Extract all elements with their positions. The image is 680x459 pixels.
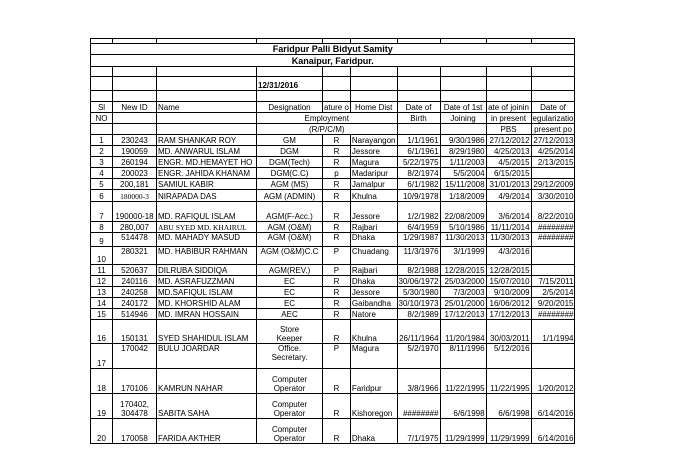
cell-id: 230243: [113, 135, 157, 146]
table-row: [91, 247, 575, 265]
cell-present: 11/29/1999: [486, 419, 531, 444]
cell-designation: AGM (MS): [257, 179, 323, 190]
cell-joining: 5/10/1986: [440, 222, 486, 233]
cell-home-dist: Jamalpur: [350, 179, 397, 190]
cell-regularization: 4/25/2014: [531, 146, 575, 157]
cell-name: SAMIUL KABIR: [157, 179, 257, 190]
cell-sl: 7: [91, 202, 113, 222]
cell-dob: 8/2/1974: [397, 168, 440, 179]
cell-designation: [257, 394, 323, 419]
table-row: [91, 190, 575, 202]
blank-row: [91, 67, 575, 77]
header-row-3: [91, 124, 575, 135]
cell-id: 200,181: [113, 179, 157, 190]
cell-nature: R: [323, 320, 351, 344]
cell-present: 12/28/2015: [486, 265, 531, 276]
cell-nature: p: [323, 168, 351, 179]
cell-joining: 8/29/1980: [440, 146, 486, 157]
cell-regularization: 9/20/2015: [531, 298, 575, 309]
cell-id: 170106: [113, 369, 157, 394]
cell-sl: 2: [91, 146, 113, 157]
cell-designation: AGM (O&M)C.C: [257, 247, 323, 265]
cell-sl: 19: [91, 394, 113, 419]
org-name: Faridpur Palli Bidyut Samity: [91, 44, 575, 55]
report-date: 12/31/2016: [257, 77, 323, 91]
cell-dob: 5/2/1970: [397, 344, 440, 369]
cell-id: 190059: [113, 146, 157, 157]
cell-designation: EC: [257, 287, 323, 298]
cell-joining: 1/18/2009: [440, 190, 486, 202]
cell-designation: AGM (ADMIN): [257, 190, 323, 202]
id-line-2: 304478: [121, 409, 148, 418]
cell-present: 27/12/2012: [486, 135, 531, 146]
cell-name: MD.SAFIQUL ISLAM: [157, 287, 257, 298]
cell-designation: [257, 320, 323, 344]
cell-joining: 5/5/2004: [440, 168, 486, 179]
designation-line-1: Computer: [271, 375, 308, 384]
header-present-pbs: ate of joinin: [486, 102, 531, 113]
cell-dob: 6/4/1959: [397, 222, 440, 233]
designation-line-2: Secretary.: [271, 353, 308, 362]
cell-home-dist: Madaripur: [350, 168, 397, 179]
cell-regularization: 6/14/2016: [531, 394, 575, 419]
cell-designation: DGM: [257, 146, 323, 157]
table-row: [91, 202, 575, 222]
header-row-1: [91, 102, 575, 113]
cell-nature: P: [323, 265, 351, 276]
date-row: [91, 77, 575, 91]
cell-designation: AGM (O&M): [257, 222, 323, 233]
cell-id: 170042: [113, 344, 157, 369]
header-present-post: present po: [531, 124, 575, 135]
cell-home-dist: Faridpur: [350, 369, 397, 394]
cell-name: MD. ANWARUL ISLAM: [157, 146, 257, 157]
cell-present: 5/12/2016: [486, 344, 531, 369]
cell-designation: AGM (O&M): [257, 233, 323, 247]
cell-present: 9/10/2009: [486, 287, 531, 298]
cell-home-dist: Narayangon: [351, 136, 396, 145]
cell-nature: R: [323, 369, 351, 394]
table-row: [91, 146, 575, 157]
cell-home-dist: Rajbari: [350, 265, 397, 276]
cell-regularization: ########: [531, 222, 575, 233]
cell-sl: 14: [91, 298, 113, 309]
cell-joining: 11/30/2013: [440, 233, 486, 247]
cell-dob: 1/29/1987: [397, 233, 440, 247]
cell-home-dist: Dhaka: [350, 276, 397, 287]
cell-sl: 5: [91, 179, 113, 190]
cell-joining: 6/6/1998: [440, 394, 486, 419]
table-row: [91, 157, 575, 168]
cell-name: ENGR. MD.HEMAYET HO: [157, 157, 257, 168]
designation-line-1: Office.: [278, 344, 301, 353]
cell-home-dist: Gaibandha: [350, 298, 397, 309]
cell-home-dist: Magura: [350, 344, 397, 369]
designation-line-1: Computer: [271, 425, 308, 434]
cell-sl: 4: [91, 168, 113, 179]
cell-sl: 13: [91, 287, 113, 298]
cell-sl: 15: [91, 309, 113, 320]
header-pbs: PBS: [486, 124, 531, 135]
header-first-joining: Date of 1st: [440, 102, 486, 113]
table-row: [91, 298, 575, 309]
cell-sl: 10: [91, 247, 113, 265]
cell-nature: R: [323, 135, 351, 146]
table-row: [91, 394, 575, 419]
cell-regularization: [531, 344, 575, 369]
cell-present: 31/01/2013: [486, 179, 531, 190]
cell-present: 11/30/2013: [486, 233, 531, 247]
cell-regularization: 29/12/2009: [531, 179, 575, 190]
cell-id: 180000-3: [113, 190, 157, 202]
id-line-1: 170402,: [120, 400, 149, 409]
cell-regularization: 1/20/2012: [531, 369, 575, 394]
cell-nature: R: [323, 298, 351, 309]
header-new-id: New ID: [113, 102, 157, 113]
cell-name: MD. HABIBUR RAHMAN: [157, 247, 257, 265]
cell-sl: 9: [91, 233, 113, 247]
cell-home-dist: Dhaka: [350, 233, 397, 247]
cell-designation: GM: [257, 135, 323, 146]
cell-nature: R: [323, 190, 351, 202]
cell-id: 240258: [113, 287, 157, 298]
cell-nature: R: [323, 157, 351, 168]
cell-dob: 26/11/1964: [397, 320, 440, 344]
cell-name: NIRAPADA DAS: [157, 190, 257, 202]
cell-regularization: 3/30/2010: [531, 190, 575, 202]
cell-name: MD. ASRAFUZZMAN: [157, 276, 257, 287]
cell-designation: AGM(F-Acc.): [257, 202, 323, 222]
cell-nature: R: [323, 202, 351, 222]
cell-dob: 3/8/1966: [397, 369, 440, 394]
cell-id: 190000-18: [113, 202, 157, 222]
cell-designation: EC: [257, 276, 323, 287]
designation-line-2: Keeper: [276, 334, 303, 343]
cell-dob: 1/2/1982: [397, 202, 440, 222]
header-in-present: in present: [486, 113, 531, 124]
cell-home-dist: Kishoregon: [350, 394, 397, 419]
cell-nature: R: [323, 179, 351, 190]
cell-regularization: ########: [531, 233, 575, 247]
cell-name: DILRUBA SIDDIQA: [157, 265, 257, 276]
cell-dob: 6/1/1961: [397, 146, 440, 157]
cell-present: 16/06/2012: [486, 298, 531, 309]
designation-line-2: Operator: [273, 409, 306, 418]
cell-id: 280321: [113, 247, 157, 265]
cell-home-dist: Magura: [350, 157, 397, 168]
table-row: [91, 320, 575, 344]
cell-home-dist: Rajbari: [350, 222, 397, 233]
cell-dob: 5/30/1980: [397, 287, 440, 298]
cell-nature: P: [323, 344, 351, 369]
cell-present: 4/5/2015: [486, 157, 531, 168]
cell-joining: 9/30/1986: [440, 135, 486, 146]
cell-id: 260194: [113, 157, 157, 168]
cell-nature: R: [323, 309, 351, 320]
table-row: [91, 309, 575, 320]
cell-regularization: [531, 168, 575, 179]
cell-id: 514478: [113, 233, 157, 247]
cell-nature: R: [323, 233, 351, 247]
cell-joining: 25/03/2000: [440, 276, 486, 287]
cell-dob: 30/10/1973: [398, 299, 439, 308]
cell-regularization: 2/13/2015: [531, 157, 575, 168]
cell-sl: 16: [91, 320, 113, 344]
cell-regularization: [531, 247, 575, 265]
org-name-row: [91, 44, 575, 55]
table-row: [91, 168, 575, 179]
cell-home-dist: Natore: [350, 309, 397, 320]
cell-designation: [257, 419, 323, 444]
cell-present: 4/3/2016: [486, 247, 531, 265]
cell-home-dist: Khulna: [350, 190, 397, 202]
cell-joining: 11/22/1995: [440, 369, 486, 394]
cell-regularization: 1/1/1994: [531, 320, 575, 344]
cell-name: FARIDA AKTHER: [157, 419, 257, 444]
cell-designation: [257, 369, 323, 394]
table-row: [91, 222, 575, 233]
cell-nature: R: [323, 222, 351, 233]
employee-table: [90, 38, 575, 444]
cell-designation: DGM(C.C): [257, 168, 323, 179]
table-row: [91, 287, 575, 298]
cell-present: 30/03/2011: [486, 320, 531, 344]
table-row: [91, 276, 575, 287]
cell-present: 6/6/1998: [486, 394, 531, 419]
spreadsheet: [90, 38, 575, 444]
cell-joining: 11/20/1984: [440, 320, 486, 344]
cell-dob: 11/3/1976: [397, 247, 440, 265]
org-address: Kanaipur, Faridpur.: [91, 55, 575, 67]
cell-name: MD. RAFIQUL ISLAM: [157, 202, 257, 222]
cell-joining: 15/11/2008: [440, 179, 486, 190]
cell-nature: R: [323, 394, 351, 419]
cell-name: BULU JOARDAR: [157, 344, 257, 369]
cell-home-dist: Dhaka: [350, 419, 397, 444]
header-home-dist: Home Dist: [350, 102, 397, 113]
header-sl: Sl: [91, 102, 113, 113]
cell-regularization: ########: [531, 309, 575, 320]
header-regularization-2: egularizatio: [532, 114, 574, 123]
cell-joining: 12/28/2015: [440, 265, 486, 276]
cell-dob: 30/06/1972: [398, 277, 439, 286]
cell-sl: 8: [91, 222, 113, 233]
cell-regularization: 27/12/2013: [531, 135, 575, 146]
cell-id: 200023: [113, 168, 157, 179]
cell-dob: 8/2/1988: [397, 265, 440, 276]
cell-name: SYED SHAHIDUL ISLAM: [157, 320, 257, 344]
cell-joining: 17/12/2013: [440, 309, 486, 320]
cell-sl: 20: [91, 419, 113, 444]
cell-id: 240116: [113, 276, 157, 287]
cell-name: MD. MAHADY MASUD: [157, 233, 257, 247]
cell-joining: 11/29/1999: [440, 419, 486, 444]
table-row: [91, 265, 575, 276]
cell-present: 4/25/2013: [486, 146, 531, 157]
cell-sl: 1: [91, 135, 113, 146]
cell-name: MD. KHORSHID ALAM: [157, 298, 257, 309]
cell-dob: 10/9/1978: [397, 190, 440, 202]
cell-joining: 8/11/1996: [440, 344, 486, 369]
designation-line-2: Operator: [273, 384, 306, 393]
cell-dob: 6/1/1982: [397, 179, 440, 190]
cell-sl: 12: [91, 276, 113, 287]
cell-name: MD. IMRAN HOSSAIN: [157, 309, 257, 320]
header-regularization: Date of: [531, 102, 575, 113]
cell-joining: 3/1/1999: [440, 247, 486, 265]
cell-id: 514946: [113, 309, 157, 320]
cell-dob: 8/2/1989: [397, 309, 440, 320]
table-row: [91, 233, 575, 247]
cell-sl: 6: [91, 190, 113, 202]
table-row: [91, 179, 575, 190]
cell-present: 11/22/1995: [486, 369, 531, 394]
cell-home-dist: Khulna: [350, 320, 397, 344]
address-row: [91, 55, 575, 67]
header-dob: Date of: [397, 102, 440, 113]
cell-regularization: [531, 265, 575, 276]
cell-nature: R: [323, 146, 351, 157]
table-row: [91, 135, 575, 146]
cell-id: 280,007: [113, 222, 157, 233]
designation-line-1: Computer: [271, 400, 308, 409]
cell-present: 11/11/2014: [486, 222, 531, 233]
table-row: [91, 369, 575, 394]
cell-designation: AGM(REV.): [257, 265, 323, 276]
cell-home-dist: Jessore: [350, 146, 397, 157]
cell-present: 6/15/2015: [486, 168, 531, 179]
cell-home-dist: Jessore: [350, 202, 397, 222]
cell-regularization: 7/15/2011: [531, 276, 575, 287]
header-rpcm: (R/P/C/M): [257, 124, 398, 135]
table-row: [91, 419, 575, 444]
cell-designation: AEC: [257, 309, 323, 320]
designation-line-1: Store: [279, 325, 300, 334]
cell-present: 15/07/2010: [486, 276, 531, 287]
cell-joining: 7/3/2003: [440, 287, 486, 298]
cell-dob: 7/1/1975: [397, 419, 440, 444]
header-designation: Designation: [257, 102, 323, 113]
cell-nature: R: [323, 287, 351, 298]
cell-nature: R: [323, 276, 351, 287]
cell-regularization: 2/5/2014: [531, 287, 575, 298]
cell-name: ENGR. JAHIDA KHANAM: [157, 168, 257, 179]
cell-nature: P: [323, 247, 351, 265]
cell-sl: 3: [91, 157, 113, 168]
cell-name: SABITA SAHA: [157, 394, 257, 419]
cell-dob: 1/1/1961: [397, 135, 440, 146]
cell-designation: DGM(Tech): [257, 157, 323, 168]
cell-name: ABU SYED MD. KHAIRUL: [157, 222, 257, 233]
header-nature: ature o: [324, 103, 349, 112]
designation-line-2: Operator: [273, 434, 306, 443]
cell-name: KAMRUN NAHAR: [157, 369, 257, 394]
table-row: [91, 344, 575, 369]
cell-id: [113, 394, 157, 419]
header-name: Name: [157, 102, 257, 113]
header-no: NO: [91, 113, 113, 124]
header-joining: Joining: [440, 113, 486, 124]
cell-regularization: 8/22/2010: [531, 202, 575, 222]
cell-present: 4/9/2014: [486, 190, 531, 202]
cell-dob: 5/22/1975: [397, 157, 440, 168]
cell-name: RAM SHANKAR ROY: [157, 135, 257, 146]
cell-present: 3/6/2014: [486, 202, 531, 222]
cell-joining: 1/11/2003: [440, 157, 486, 168]
cell-regularization: 6/14/2016: [531, 419, 575, 444]
cell-nature: R: [323, 419, 351, 444]
cell-id: 240172: [113, 298, 157, 309]
cell-sl: 11: [91, 265, 113, 276]
cell-dob: ########: [397, 394, 440, 419]
cell-home-dist: Jessore: [350, 287, 397, 298]
cell-designation: EC: [257, 298, 323, 309]
cell-designation: [257, 344, 323, 369]
cell-id: 150131: [113, 320, 157, 344]
header-employment: Employment: [257, 113, 398, 124]
cell-sl: 18: [91, 369, 113, 394]
cell-joining: 25/01/2000: [440, 298, 486, 309]
cell-home-dist: Chuadang: [350, 247, 397, 265]
cell-joining: 22/08/2009: [440, 202, 486, 222]
header-row-2: [91, 113, 575, 124]
cell-id: 520637: [113, 265, 157, 276]
cell-sl: 17: [91, 344, 113, 369]
blank-row: [91, 91, 575, 102]
cell-id: 170058: [113, 419, 157, 444]
header-birth: Birth: [397, 113, 440, 124]
cell-present: 17/12/2013: [486, 309, 531, 320]
